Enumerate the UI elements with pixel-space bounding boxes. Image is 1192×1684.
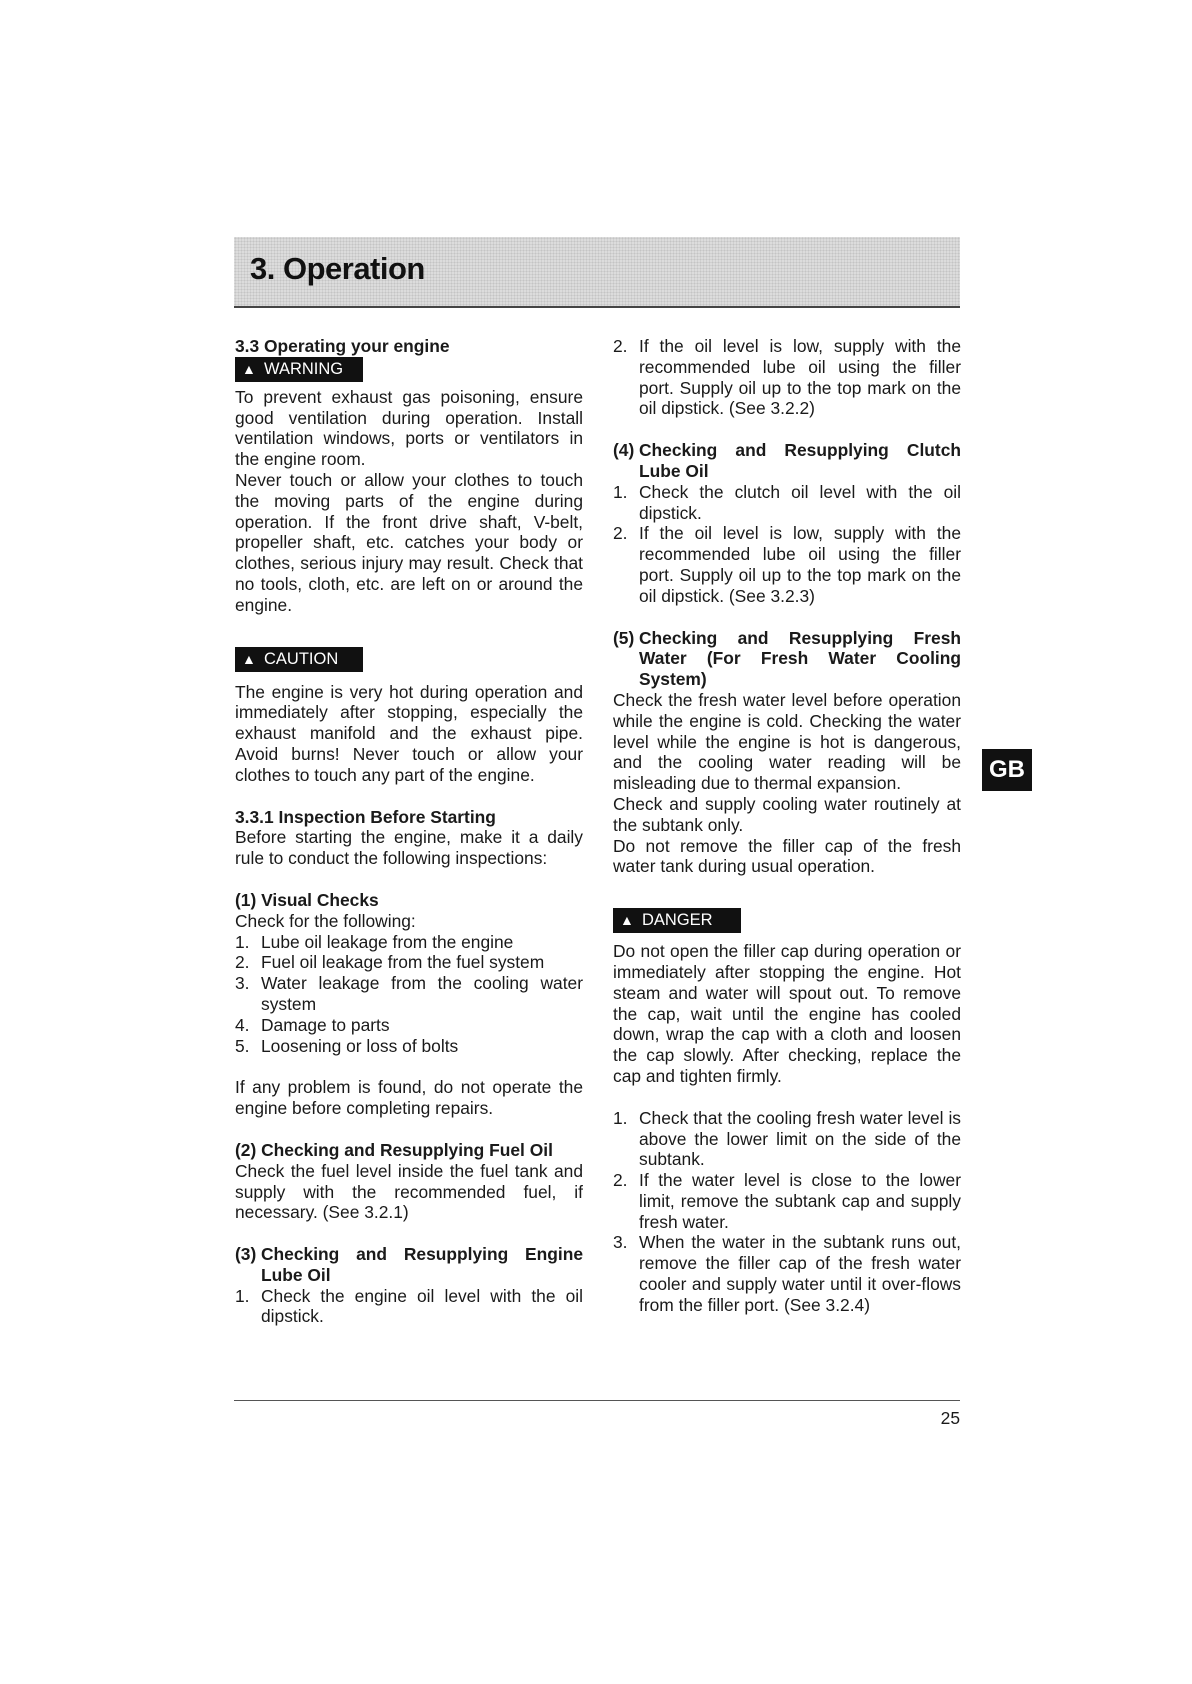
page-number: 25	[940, 1408, 960, 1428]
danger-label	[613, 908, 741, 933]
list-item: 2. Fuel oil leakage from the fuel system	[235, 952, 545, 973]
warning-icon: ▲	[242, 360, 256, 377]
engine-oil-list	[235, 1286, 583, 1328]
list-item: 2. If the oil level is low, supply with the recommended lube oil using the filler port. Supply oil up to the top mark on the oil dipstick. (See 3.2.2)	[613, 336, 961, 419]
right-column	[613, 336, 961, 1316]
section-title: 3.3 Operating your engine	[235, 336, 450, 356]
fresh-water-steps	[613, 1108, 961, 1316]
danger-text: Do not open the filler cap during operation or immediately after stopping the engine. Hot steam and water will spout out. To remove the cap, wait until the engine has cooled down, wrap the cap with a cloth and loosen the cap slowly. After checking, replace the cap and tighten firmly.	[613, 941, 961, 1086]
list-item: 4. Damage to parts	[235, 1014, 390, 1035]
list-item: 1. Check the clutch oil level with the oil dipstick.	[613, 481, 961, 523]
list-item: 3. Water leakage from the cooling water system	[235, 973, 583, 1014]
warning-label-text: WARNING	[264, 359, 344, 378]
fresh-water-text-1: Check the fresh water level before operation while the engine is cold. Checking the water level while the engine is hot is dangerous, and the cooling water reading will be misleading due to thermal expansion.	[613, 689, 961, 794]
fresh-water-heading: (5) Checking and Resupplying Fresh Water (For Fresh Water Cooling System)	[613, 627, 961, 690]
inspection-intro: Before starting the engine, make it a daily rule to conduct the following inspections:	[235, 827, 583, 869]
visual-checks-heading: (1) Visual Checks	[235, 889, 379, 910]
chapter-title: 3. Operation	[250, 251, 425, 286]
language-tab: GB	[982, 749, 1032, 791]
fuel-text: Check the fuel level inside the fuel tank and supply with the recommended fuel, if necessary. (See 3.2.1)	[235, 1160, 583, 1223]
visual-checks-lead: Check for the following:	[235, 910, 416, 931]
list-item: 5. Loosening or loss of bolts	[235, 1035, 459, 1056]
warning-text-2: Never touch or allow your clothes to touch the moving parts of the engine during operation. If the front drive shaft, V-belt, propeller shaft, etc. catches your body or clothes, serious injury may result. Check that no tools, cloth, etc. are left on or around the engine.	[235, 469, 583, 615]
clutch-oil-list	[613, 482, 961, 607]
engine-oil-heading: (3) Checking and Resupplying Engine Lube Oil	[235, 1244, 583, 1285]
subsection-title: 3.3.1 Inspection Before Starting	[235, 806, 496, 827]
footer-rule	[234, 1400, 960, 1401]
caution-icon: ▲	[242, 650, 256, 667]
visual-checks-list	[235, 932, 583, 1057]
warning-text: To prevent exhaust gas poisoning, ensure good ventilation during operation. Install ventilation windows, ports or ventilators in the engine room.	[235, 386, 583, 470]
caution-text: The engine is very hot during operation and immediately after stopping, especially the exhaust manifold and the exhaust pipe. Avoid burns! Never touch or allow your clothes to touch any part of the engine.	[235, 681, 583, 785]
list-item: 1. Check the engine oil level with the oil dipstick.	[235, 1285, 583, 1327]
list-item: 2. If the oil level is low, supply with the recommended lube oil using the filler port. Supply oil up to the top mark on the oil dipstick. (See 3.2.3)	[613, 523, 961, 606]
danger-icon: ▲	[620, 912, 634, 929]
fresh-water-text-3: Do not remove the filler cap of the fresh water tank during usual operation.	[613, 835, 961, 877]
warning-label	[235, 357, 363, 382]
problem-note: If any problem is found, do not operate the engine before completing repairs.	[235, 1077, 583, 1119]
engine-oil-list-cont	[613, 336, 961, 419]
list-item: 1. Check that the cooling fresh water level is above the lower limit on the side of the subtank.	[613, 1107, 961, 1170]
list-item: 1. Lube oil leakage from the engine	[235, 931, 514, 952]
danger-label-text: DANGER	[642, 911, 713, 930]
list-item: 3. When the water in the subtank runs out, remove the filler cap of the fresh water cooler and supply water until it over-flows from the filler port. (See 3.2.4)	[613, 1232, 961, 1315]
caution-label	[235, 647, 363, 672]
chapter-banner	[234, 237, 960, 308]
caution-label-text: CAUTION	[264, 649, 339, 668]
fresh-water-text-2: Check and supply cooling water routinely at the subtank only.	[613, 793, 961, 835]
fuel-heading: (2) Checking and Resupplying Fuel Oil	[235, 1139, 553, 1160]
left-column	[235, 336, 583, 1327]
clutch-oil-heading: (4) Checking and Resupplying Clutch Lube Oil	[613, 440, 961, 481]
list-item: 2. If the water level is close to the lower limit, remove the subtank cap and supply fresh water.	[613, 1170, 961, 1232]
